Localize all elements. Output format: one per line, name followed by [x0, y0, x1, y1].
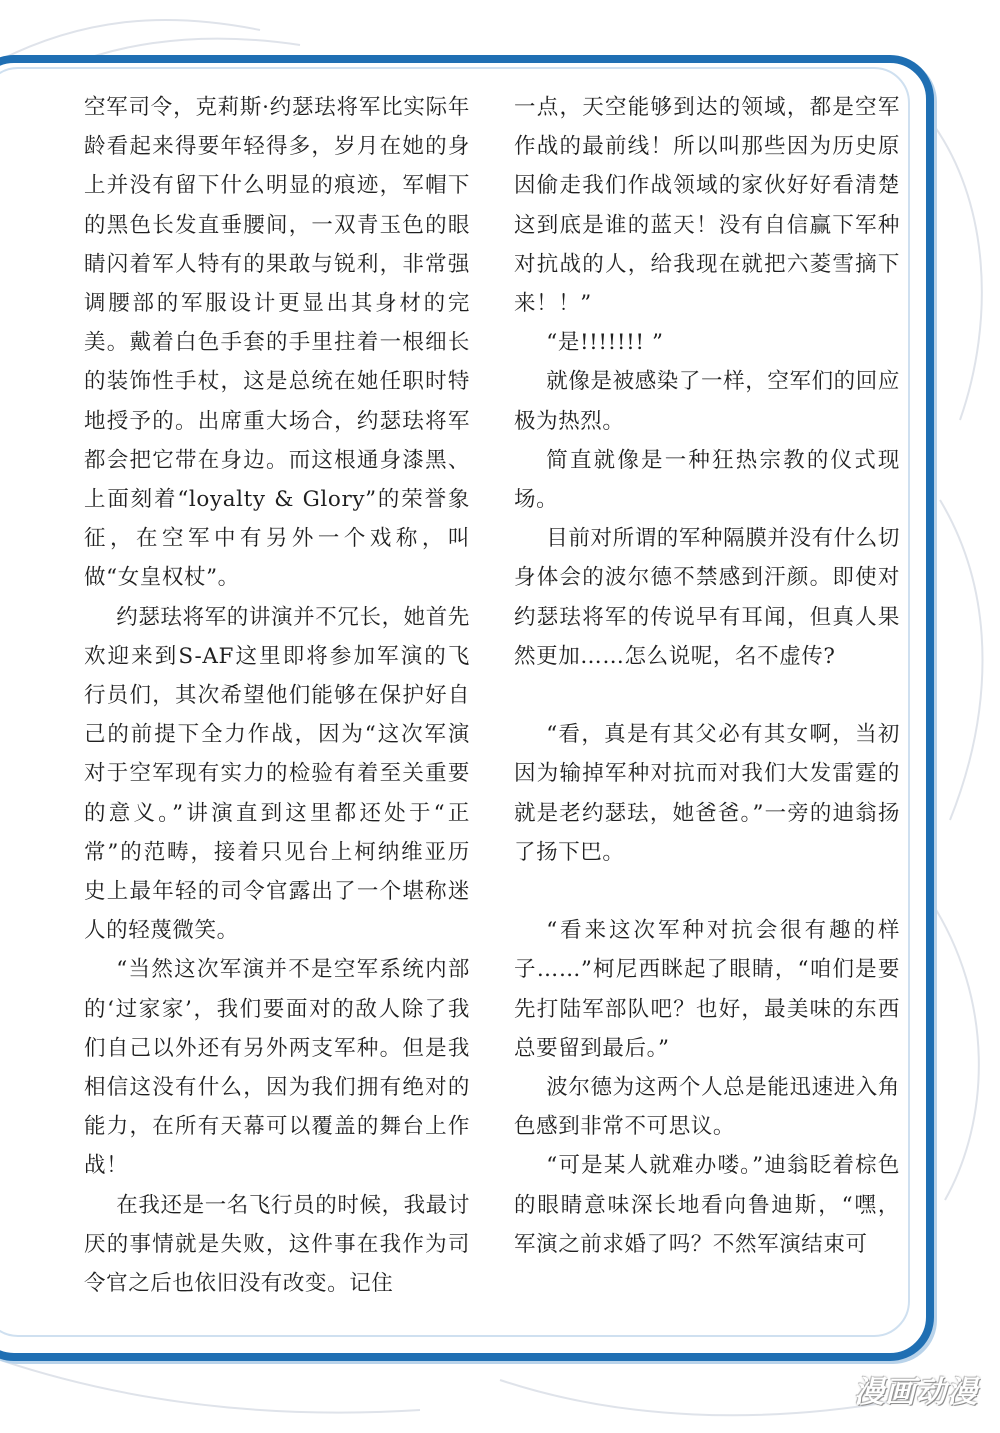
- paragraph: “可是某人就难办喽。”迪翁眨着棕色的眼睛意味深长地看向鲁迪斯，“嘿，军演之前求婚了吗？不然军演结束可: [514, 1153, 900, 1257]
- paragraph: 空军司令，克莉斯·约瑟珐将军比实际年龄看起来得要年轻得多，岁月在她的身上并没有留下什么明显的痕迹，军帽下的黑色长发直垂腰间，一双青玉色的眼睛闪着军人特有的果敢与锐利，非常强调腰部的军服设计更显出其身材的完美。戴着白色手套的手里拄着一根细长的装饰性手杖，这是总统在她任职时特地授予的。出席重大场合，约瑟珐将军都会把它带在身边。而这根通身漆黑、上面刻着“loyalty & Glory”的荣誉象征，在空军中有另外一个戏称，叫做“女皇权杖”。: [84, 95, 470, 591]
- paragraph: 简直就像是一种狂热宗教的仪式现场。: [514, 447, 900, 513]
- paragraph: 约瑟珐将军的讲演并不冗长，她首先欢迎来到S-AF这里即将参加军演的飞行员们，其次希望他们能够在保护好自己的前提下全力作战，因为“这次军演对于空军现有实力的检验有着至关重要的意义。”讲演直到这里都还处于“正常”的范畴，接着只见台上柯纳维亚历史上最年轻的司令官露出了一个堪称迷人的轻蔑微笑。: [84, 604, 470, 944]
- paragraph: 目前对所谓的军种隔膜并没有什么切身体会的波尔德不禁感到汗颜。即使对约瑟珐将军的传说早有耳闻，但真人果然更加……怎么说呢，名不虚传?: [514, 526, 900, 669]
- paragraph: “是!!!!!!! ”: [546, 330, 664, 356]
- text-column-left: [84, 88, 470, 1303]
- paragraph: “看，真是有其父必有其女啊，当初因为输掉军种对抗而对我们大发雷霆的就是老约瑟珐，她爸爸。”一旁的迪翁扬了扬下巴。: [514, 722, 900, 865]
- paragraph: 就像是被感染了一样，空军们的回应极为热烈。: [514, 369, 900, 434]
- paragraph: 一点，天空能够到达的领域，都是空军作战的最前线！所以叫那些因为历史原因偷走我们作战领域的家伙好好看清楚这到底是谁的蓝天！没有自信赢下军种对抗战的人，给我现在就把六菱雪摘下来！！”: [514, 95, 900, 317]
- watermark-logo: 漫画动漫: [854, 1375, 978, 1410]
- paragraph: 波尔德为这两个人总是能迅速进入角色感到非常不可思议。: [514, 1075, 900, 1140]
- text-column-right: [514, 88, 900, 1264]
- paragraph: “当然这次军演并不是空军系统内部的‘过家家’，我们要面对的敌人除了我们自己以外还有另外两支军种。但是我相信这没有什么，因为我们拥有绝对的能力，在所有天幕可以覆盖的舞台上作战！: [84, 957, 470, 1179]
- paragraph: “看来这次军种对抗会很有趣的样子……”柯尼西眯起了眼睛，“咱们是要先打陆军部队吧？也好，最美味的东西总要留到最后。”: [514, 918, 900, 1061]
- paragraph: 在我还是一名飞行员的时候，我最讨厌的事情就是失败，这件事在我作为司令官之后也依旧没有改变。记住: [84, 1192, 470, 1297]
